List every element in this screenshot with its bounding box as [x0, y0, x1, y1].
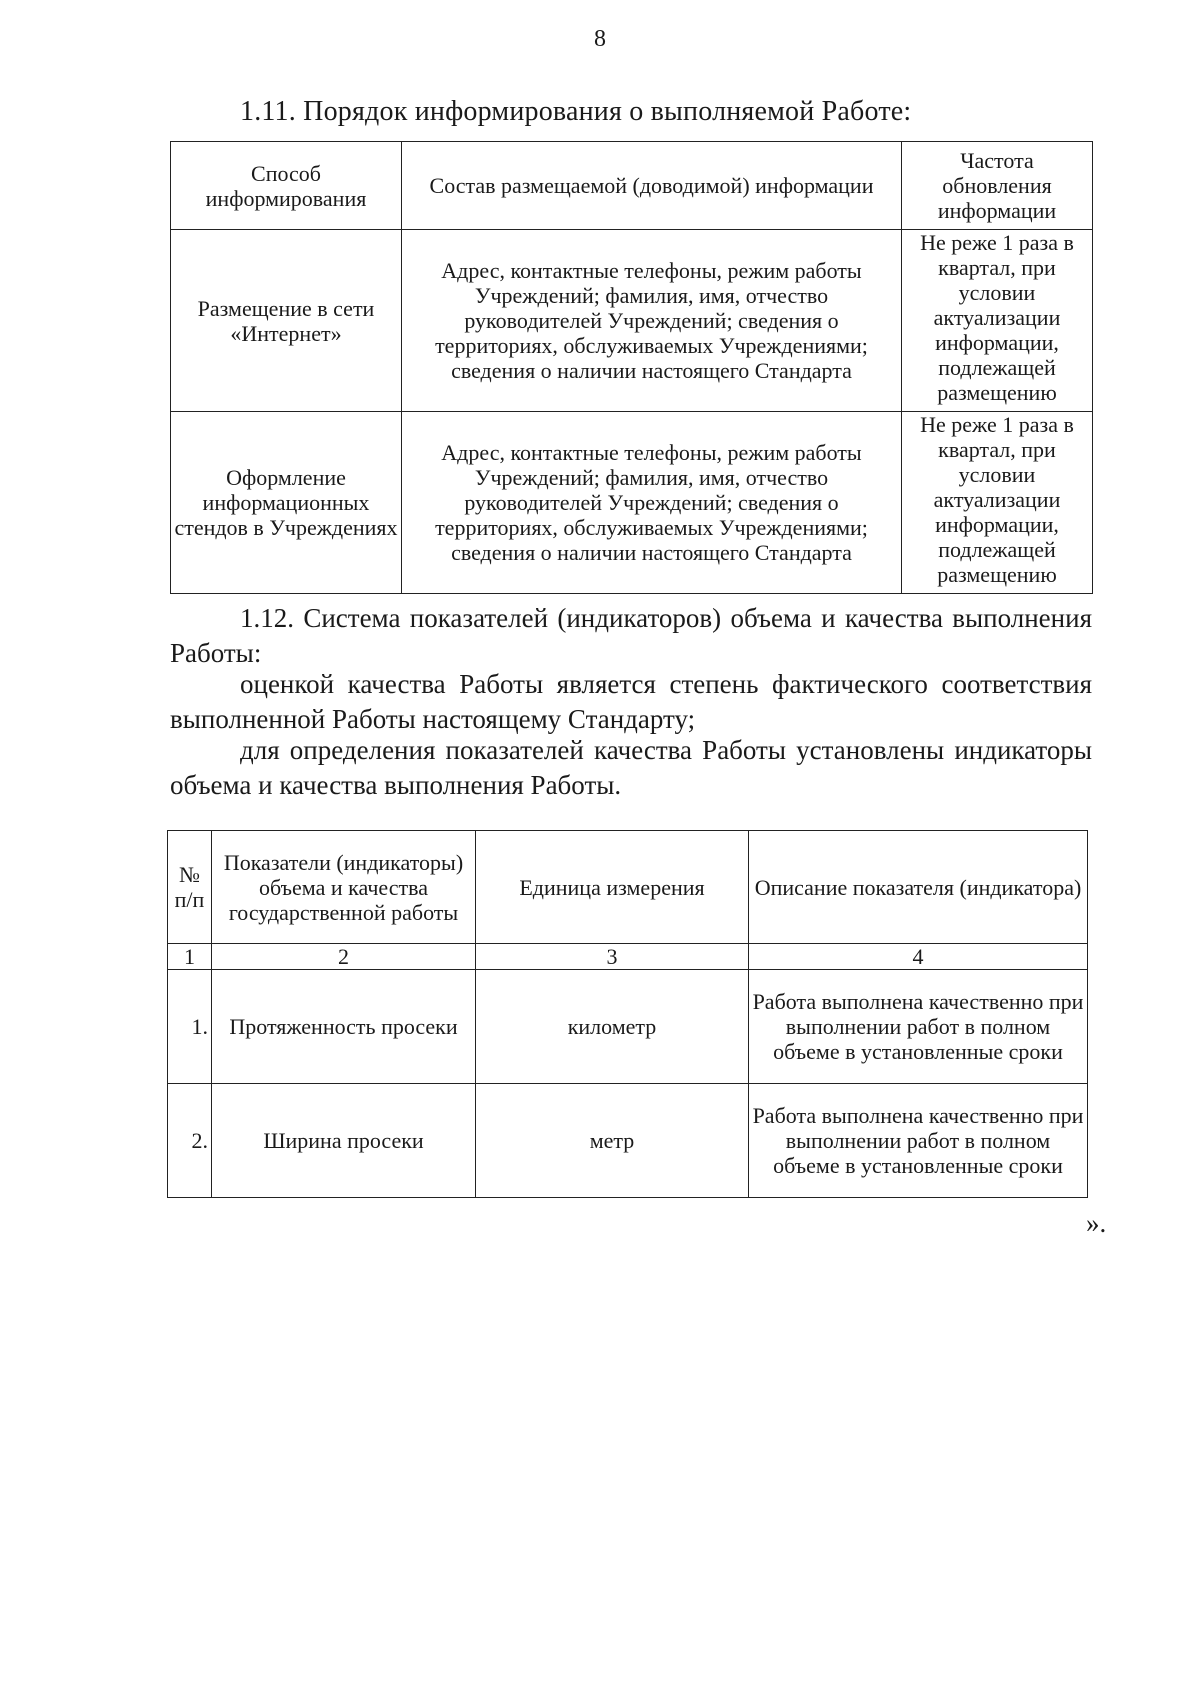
header-indicator: Показатели (индикаторы) объема и качества государственной работы — [212, 831, 476, 944]
table-header-row — [171, 142, 1093, 230]
cell-content: Адрес, контактные телефоны, режим работы Учреждений; фамилия, имя, отчество руководителей Учреждений; сведения о территориях, обслуживаемых Учреждениями; сведения о наличии настоящего Стандарта — [402, 412, 902, 594]
header-description: Описание показателя (индикатора) — [749, 831, 1088, 944]
cell-unit: метр — [476, 1084, 749, 1198]
indicators-table — [167, 830, 1088, 1198]
table-row — [171, 412, 1093, 594]
table-row — [171, 230, 1093, 412]
cell-description: Работа выполнена качественно при выполнении работ в полном объеме в установленные сроки — [749, 1084, 1088, 1198]
header-frequency: Частота обновления информации — [902, 142, 1093, 230]
table-row — [168, 1084, 1088, 1198]
page-number: 8 — [594, 26, 606, 52]
column-number: 4 — [749, 944, 1088, 970]
paragraph-indicators: для определения показателей качества Работы установлены индикаторы объема и качества выполнения Работы. — [170, 735, 1092, 800]
cell-number: 1. — [168, 970, 212, 1084]
cell-indicator: Протяженность просеки — [212, 970, 476, 1084]
cell-unit: километр — [476, 970, 749, 1084]
header-method: Способ информирования — [171, 142, 402, 230]
informing-table — [170, 141, 1093, 594]
header-unit: Единица измерения — [476, 831, 749, 944]
table-header-row — [168, 831, 1088, 944]
table-row — [168, 970, 1088, 1084]
column-number: 1 — [168, 944, 212, 970]
paragraph-quality-assessment: оценкой качества Работы является степень фактического соответствия выполненной Работы настоящему Стандарту; — [170, 669, 1092, 734]
section-1-11-heading: 1.11. Порядок информирования о выполняемой Работе: — [240, 96, 912, 127]
column-number: 3 — [476, 944, 749, 970]
section-1-12-heading: 1.12. Система показателей (индикаторов) объема и качества выполнения Работы: — [170, 603, 1092, 668]
cell-number: 2. — [168, 1084, 212, 1198]
column-number: 2 — [212, 944, 476, 970]
cell-method: Оформление информационных стендов в Учреждениях — [171, 412, 402, 594]
header-content: Состав размещаемой (доводимой) информации — [402, 142, 902, 230]
cell-frequency: Не реже 1 раза в квартал, при условии актуализации информации, подлежащей размещению — [902, 412, 1093, 594]
header-number: № п/п — [168, 831, 212, 944]
cell-content: Адрес, контактные телефоны, режим работы Учреждений; фамилия, имя, отчество руководителей Учреждений; сведения о территориях, обслуживаемых Учреждениями; сведения о наличии настоящего Стандарта — [402, 230, 902, 412]
cell-frequency: Не реже 1 раза в квартал, при условии актуализации информации, подлежащей размещению — [902, 230, 1093, 412]
cell-indicator: Ширина просеки — [212, 1084, 476, 1198]
cell-description: Работа выполнена качественно при выполнении работ в полном объеме в установленные сроки — [749, 970, 1088, 1084]
cell-method: Размещение в сети «Интернет» — [171, 230, 402, 412]
closing-quote: ». — [1086, 1208, 1107, 1238]
column-number-row — [168, 944, 1088, 970]
